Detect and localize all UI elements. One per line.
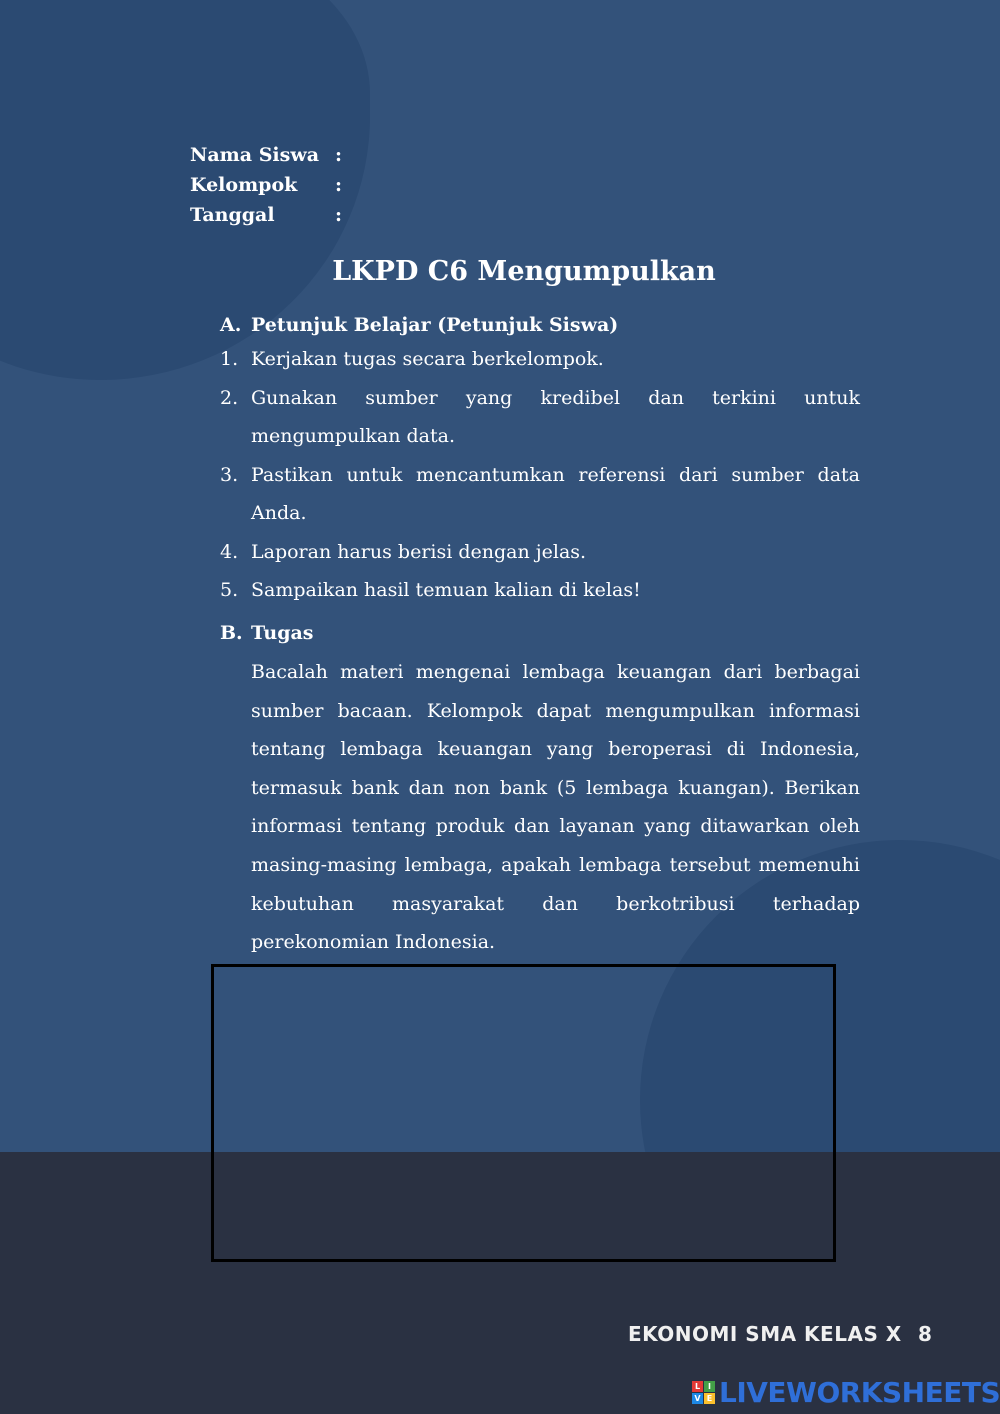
liveworksheets-wordmark: LIVEWORKSHEETS [719, 1376, 1000, 1409]
group-colon: : [335, 174, 343, 196]
instruction-text: Sampaikan hasil temuan kalian di kelas! [251, 579, 641, 601]
section-task [220, 618, 860, 962]
date-label: Tanggal [190, 204, 275, 226]
student-name-label: Nama Siswa [190, 144, 320, 166]
instruction-number: 3. [220, 463, 239, 486]
instruction-number: 2. [220, 386, 239, 409]
instruction-item [220, 379, 860, 456]
instruction-text: Kerjakan tugas secara berkelompok. [251, 348, 604, 370]
section-instructions [220, 310, 860, 610]
section-a-marker: A. [220, 314, 242, 336]
logo-letter: L [692, 1381, 703, 1392]
date-row [190, 200, 342, 230]
liveworksheets-icon [692, 1381, 715, 1404]
section-a-heading [220, 310, 860, 340]
group-label: Kelompok [190, 174, 298, 196]
student-info [190, 140, 342, 230]
instruction-number: 4. [220, 540, 239, 563]
instruction-text: Gunakan sumber yang kredibel dan terkini untuk mengumpulkan data. [251, 386, 860, 447]
instruction-number: 5. [220, 579, 239, 601]
instruction-item [220, 571, 860, 610]
group-row [190, 170, 342, 200]
instruction-text: Laporan harus berisi dengan jelas. [251, 540, 587, 563]
section-b-marker: B. [220, 622, 243, 644]
instruction-text: Pastikan untuk mencantumkan referensi dari sumber data Anda. [251, 463, 860, 524]
logo-letter: I [704, 1381, 715, 1392]
logo-letter: E [704, 1393, 715, 1404]
worksheet-title: LKPD C6 Mengumpulkan [332, 256, 716, 287]
instruction-item [220, 533, 860, 572]
student-name-row [190, 140, 342, 170]
logo-letter: V [692, 1393, 703, 1404]
footer-subject-label: EKONOMI SMA KELAS X [628, 1322, 902, 1346]
answer-box[interactable] [211, 964, 836, 1262]
instruction-item [220, 340, 860, 379]
date-colon: : [335, 204, 343, 226]
section-a-title: Petunjuk Belajar (Petunjuk Siswa) [251, 314, 619, 336]
task-paragraph: Bacalah materi mengenai lembaga keuangan dari berbagai sumber bacaan. Kelompok dapat mengumpulkan informasi tentang lembaga keuangan yang beroperasi di Indonesia, termasuk bank dan non bank (5 lembaga kuangan). Berikan informasi tentang produk dan layanan yang ditawarkan oleh masing-masing lembaga, apakah lembaga tersebut memenuhi kebutuhan masyarakat dan berkotribusi terhadap perekonomian Indonesia. [251, 661, 860, 954]
section-b-heading [220, 618, 860, 648]
student-name-colon: : [335, 144, 343, 166]
liveworksheets-logo [692, 1376, 1000, 1409]
section-b-title: Tugas [251, 622, 314, 644]
page-number: 8 [918, 1322, 932, 1346]
instruction-number: 1. [220, 348, 239, 370]
instruction-item [220, 456, 860, 533]
